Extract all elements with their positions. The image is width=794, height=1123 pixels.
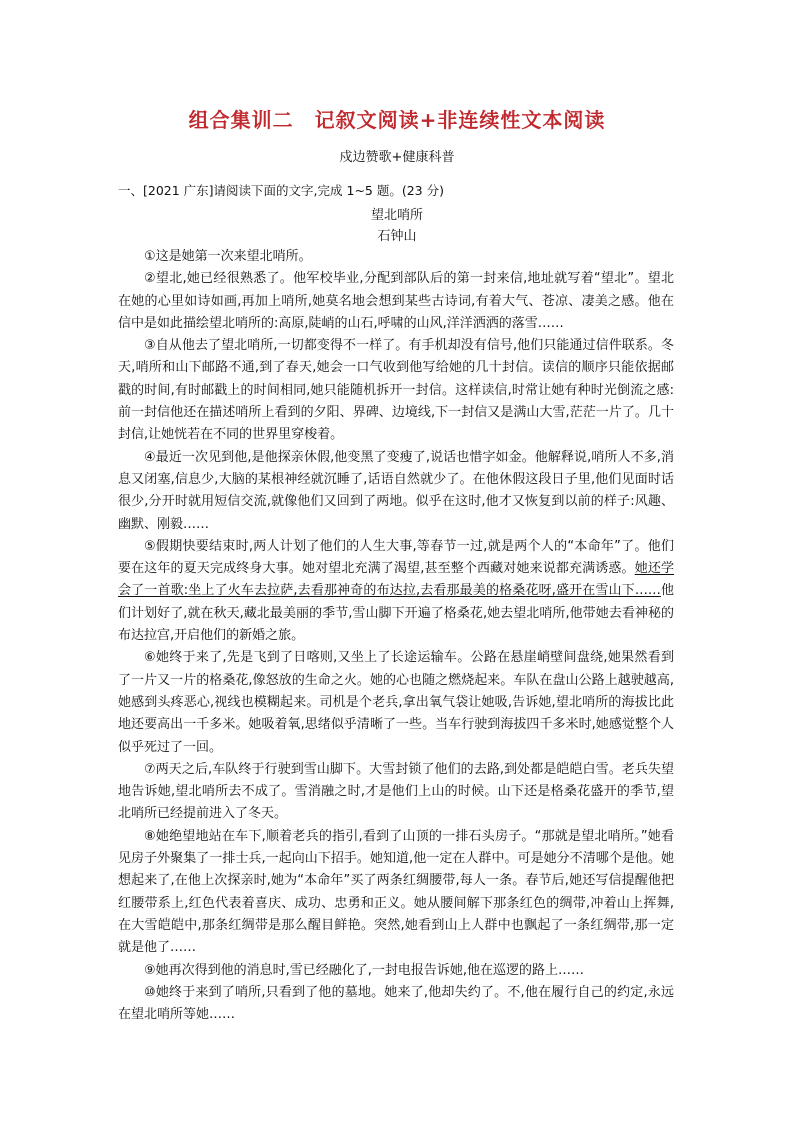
paragraph-1: ①这是她第一次来望北哨所。 xyxy=(144,249,312,264)
paragraph-2: ②望北,她已经很熟悉了。他军校毕业,分配到部队后的第一封来信,地址就写着“望北”。望北在她的心里如诗如画,再加上哨所,她莫名地会想到某些古诗词,有着大气、苍凉、凄美之感。他在信中是如此描绘望北哨所的:高原,陡峭的山石,呼啸的山风,洋洋洒洒的落雪…… xyxy=(118,271,674,331)
paragraph-5-text-before: ⑤假期快要结束时,两人计划了他们的人生大事,等春节一过,就是两个人的“本命年”了。他们要在这年的夏天完成终身大事。她对望北充满了渴望,甚至整个西藏对她来说都充满诱惑。 xyxy=(118,538,674,577)
paragraph-6: ⑥她终于来了,先是飞到了日喀则,又坐上了长途运输车。公路在悬崖峭壁间盘绕,她果然看到了一片又一片的格桑花,像怒放的生命之火。她的心也随之燃烧起来。车队在盘山公路上越驶越高,她感到头疼恶心,视线也模糊起来。司机是个老兵,拿出氧气袋让她吸,告诉她,望北哨所的海拔比此地还要高出一千多米。她吸着氧,思绪似乎清晰了一些。当车行驶到海拔四千多米时,她感觉整个人似乎死过了一回。 xyxy=(118,650,674,755)
paragraph-5-text-after: 他们计划好了,就在秋天,藏北最美丽的季节,雪山脚下开遍了格桑花,她去望北哨所,他带她去看神秘的布达拉宫,开启他们的新婚之旅。 xyxy=(118,583,674,644)
paragraph-10: ⑩她终于来到了哨所,只看到了他的墓地。她来了,他却失约了。不,他在履行自己的约定,永远在望北哨所等她…… xyxy=(118,984,674,1023)
paragraph-3: ③自从他去了望北哨所,一切都变得不一样了。有手机却没有信号,他们只能通过信件联系。冬天,哨所和山下邮路不通,到了春天,她会一口气收到他写给她的几十封信。读信的顺序只能依据邮戳的时间,有时邮戳上的时间相同,她只能随机拆开一封信。这样读信,时常让她有种时光倒流之感:前一封信他还在描述哨所上看到的夕阳、界碑、边境线,下一封信又是满山大雪,茫茫一片了。几十封信,让她恍若在不同的世界里穿梭着。 xyxy=(118,338,674,443)
underlined-sentence: 她还学会了一首歌:坐上了火车去拉萨,去看那神奇的布达拉,去看那最美的格桑花呀,盛开在雪山下…… xyxy=(118,561,674,599)
paragraph-7: ⑦两天之后,车队终于行驶到雪山脚下。大雪封锁了他们的去路,到处都是皑皑白雪。老兵失望地告诉她,望北哨所去不成了。雪消融之时,才是他们上山的时候。山下还是格桑花盛开的季节,望北哨所已经提前进入了冬天。 xyxy=(118,761,674,822)
essay-author: 石钟山 xyxy=(377,229,417,244)
paragraph-4: ④最近一次见到他,是他探亲休假,他变黑了变瘦了,说话也惜字如金。他解释说,哨所人不多,消息又闭塞,信息少,大脑的某根神经就沉睡了,话语自然就少了。在他休假这段日子里,他们见面时话很少,分开时就用短信交流,就像他们又回到了两地。似乎在这时,他才又恢复到以前的样子:风趣、幽默、刚毅…… xyxy=(118,449,674,532)
essay-title: 望北哨所 xyxy=(370,208,423,223)
essay-body xyxy=(118,246,674,1026)
page-title: 组合集训二 记叙文阅读+非连续性文本阅读 xyxy=(188,108,606,132)
page-subtitle: 戍边赞歌+健康科普 xyxy=(339,150,455,165)
question-prompt: 一、[2021 广东]请阅读下面的文字,完成 1~5 题。(23 分) xyxy=(118,183,444,198)
paragraph-9: ⑨她再次得到他的消息时,雪已经融化了,一封电报告诉她,他在巡逻的路上…… xyxy=(144,962,585,978)
paragraph-5 xyxy=(118,536,674,647)
paragraph-8: ⑧她绝望地站在车下,顺着老兵的指引,看到了山顶的一排石头房子。“那就是望北哨所。”她看见房子外聚集了一排士兵,一起向山下招手。她知道,他一定在人群中。可是她分不清哪个是他。她想起来了,在他上次探亲时,她为“本命年”买了两条红绸腰带,每人一条。春节后,她还写信提醒他把红腰带系上,红色代表着喜庆、成功、忠勇和正义。她从腰间解下那条红色的绸带,冲着山上挥舞,在大雪皑皑中,那条红绸带是那么醒目鲜艳。突然,她看到山上人群中也飘起了一条红绸带,那一定就是他了…… xyxy=(118,828,674,956)
